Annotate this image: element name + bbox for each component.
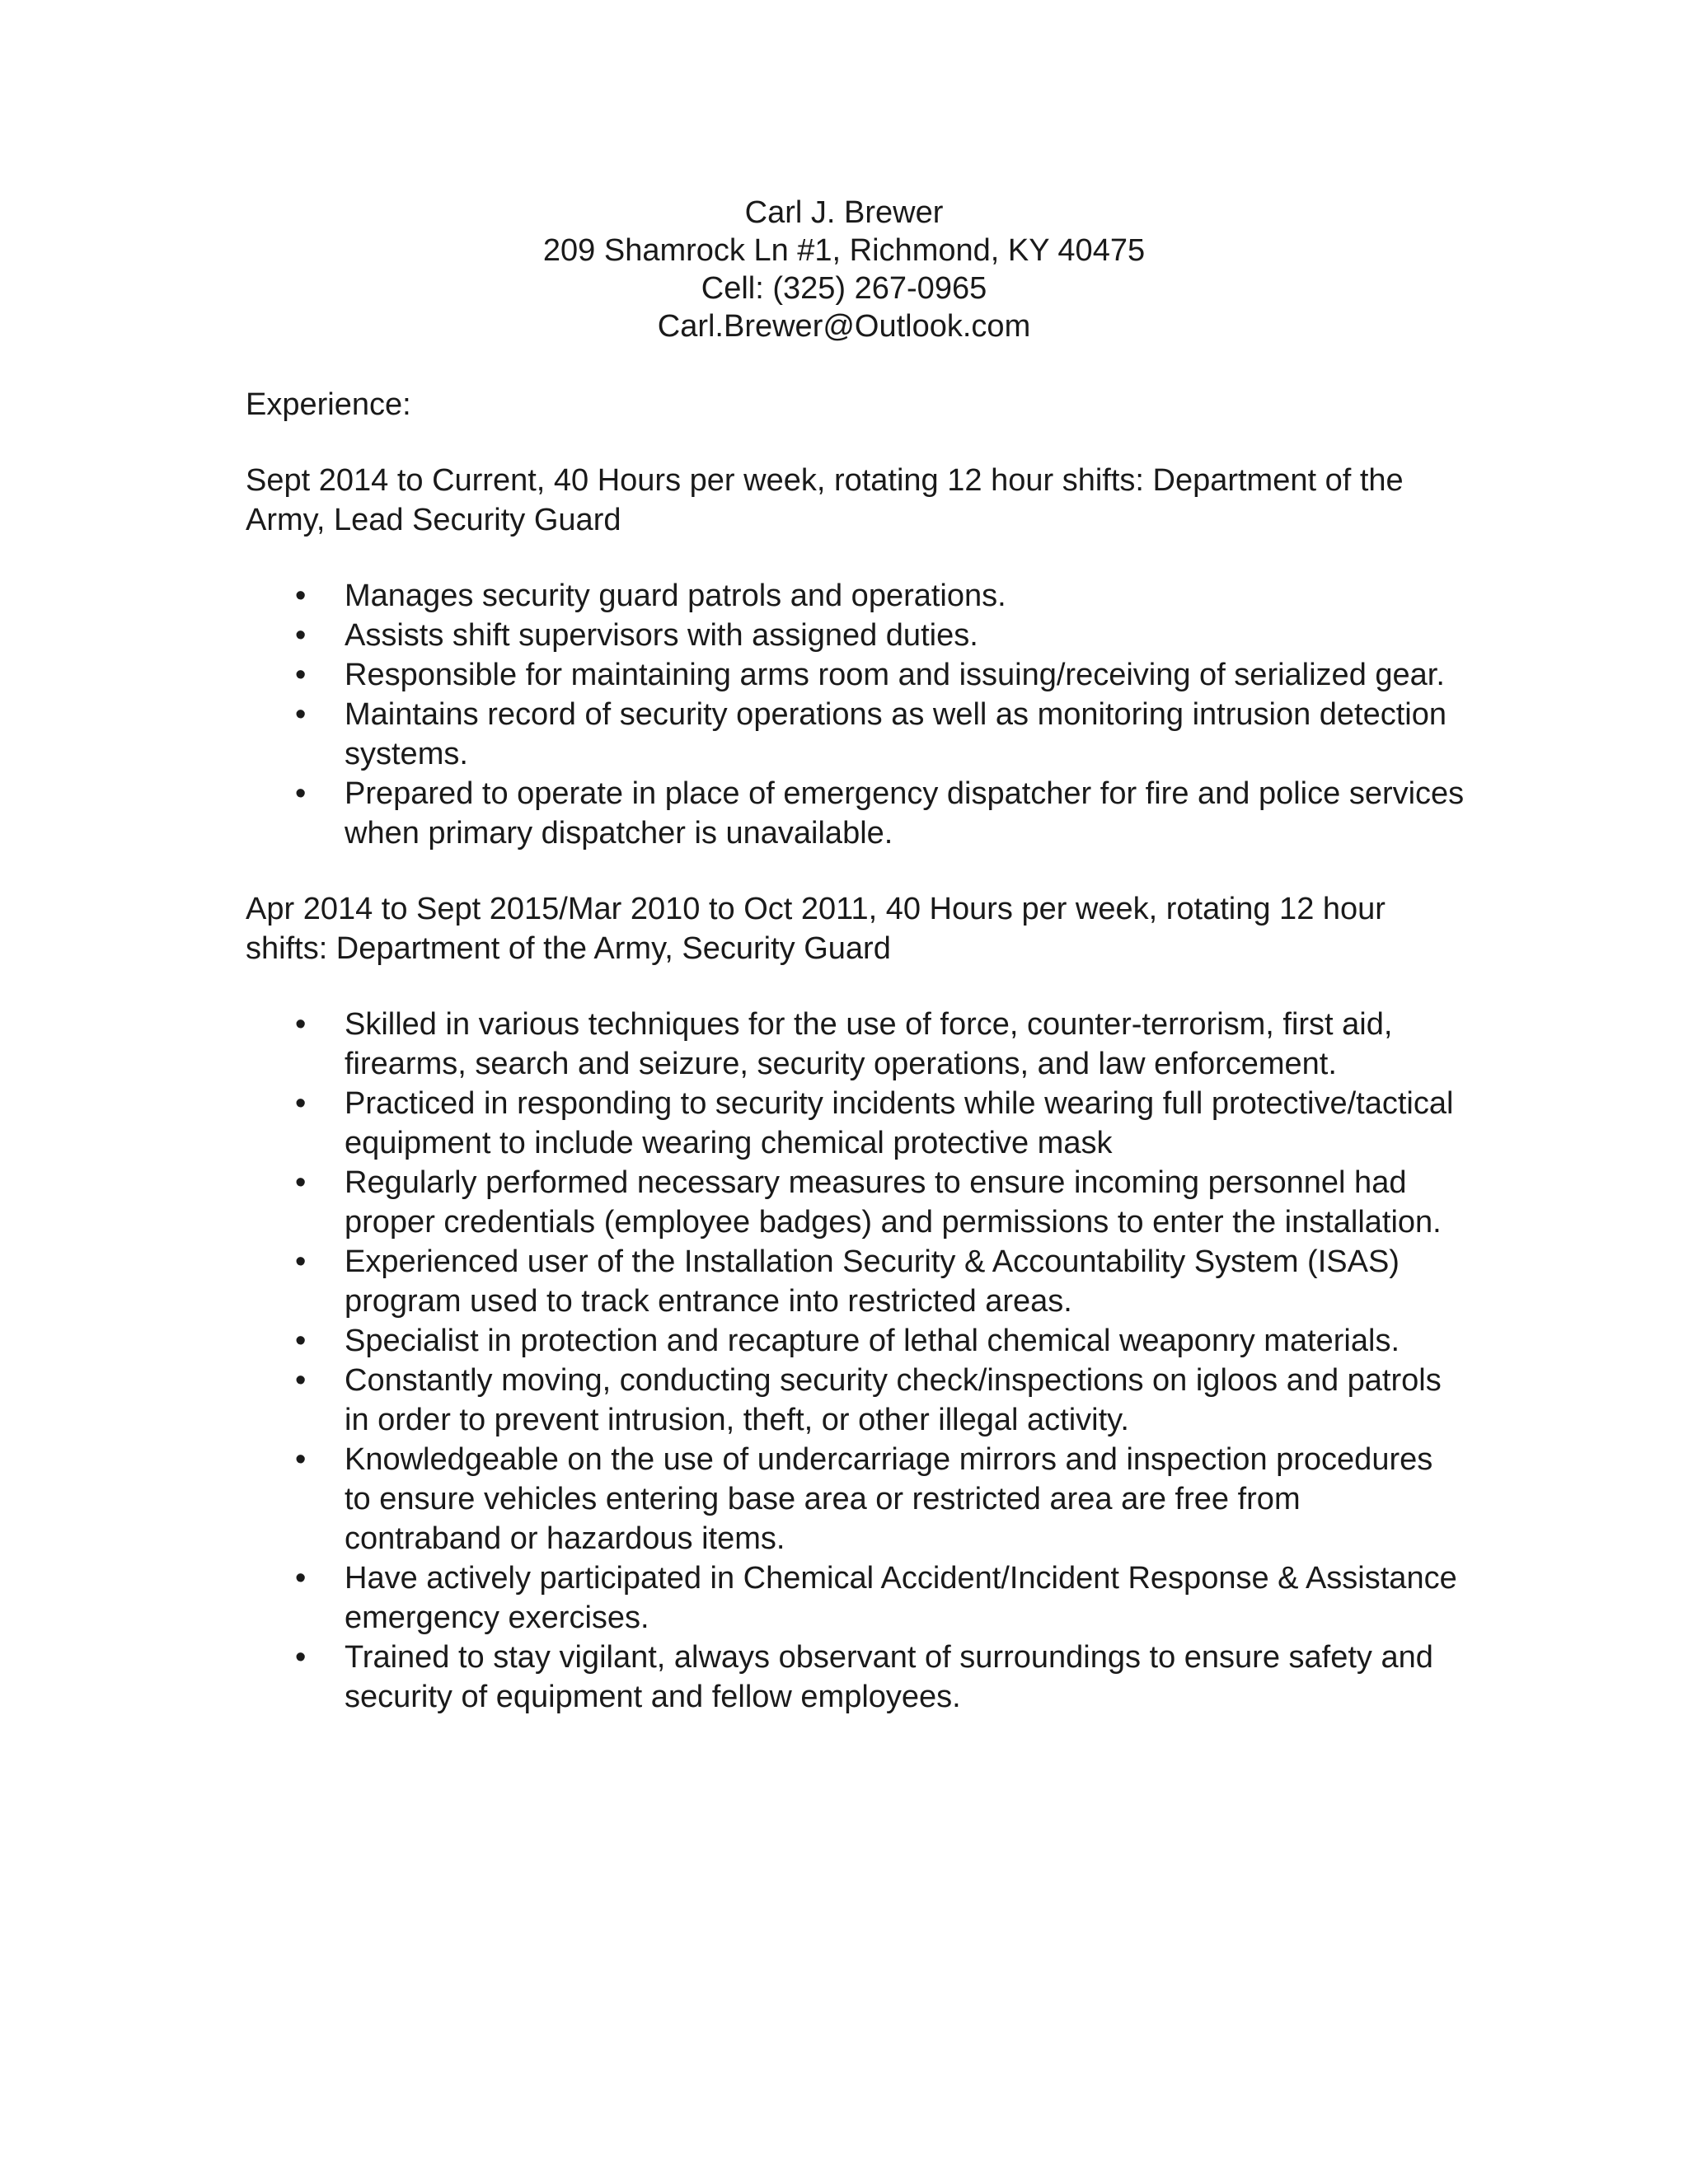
applicant-phone: Cell: (325) 267-0965 bbox=[701, 271, 987, 306]
resume-body bbox=[246, 385, 1465, 1753]
duty-item bbox=[246, 576, 1465, 616]
bullet-icon: • bbox=[295, 776, 307, 811]
bullet-icon: • bbox=[295, 1442, 307, 1477]
duty-text: Manages security guard patrols and operations. bbox=[345, 579, 1006, 613]
duty-text: Specialist in protection and recapture of lethal chemical weaponry materials. bbox=[345, 1324, 1400, 1358]
duty-item bbox=[246, 1361, 1465, 1440]
duty-text: Trained to stay vigilant, always observant of surroundings to ensure safety and security of equipment and fellow employees. bbox=[345, 1640, 1433, 1714]
bullet-icon: • bbox=[295, 1363, 307, 1398]
duty-text: Constantly moving, conducting security check/inspections on igloos and patrols in order to prevent intrusion, theft, or other illegal activity. bbox=[345, 1363, 1442, 1437]
job-title: Sept 2014 to Current, 40 Hours per week, rotating 12 hour shifts: Department of the Army, Lead Security Guard bbox=[246, 463, 1404, 537]
bullet-icon: • bbox=[295, 579, 307, 613]
job-entry bbox=[246, 461, 1465, 853]
duty-text: Prepared to operate in place of emergency dispatcher for fire and police services when primary dispatcher is unavailable. bbox=[345, 776, 1465, 851]
duty-text: Knowledgeable on the use of undercarriage mirrors and inspection procedures to ensure vehicles entering base area or restricted area are free from contraband or hazardous items. bbox=[345, 1442, 1433, 1556]
bullet-icon: • bbox=[295, 1324, 307, 1358]
duty-item bbox=[246, 1440, 1465, 1558]
duty-item bbox=[246, 1084, 1465, 1163]
duty-item bbox=[246, 1242, 1465, 1321]
duty-text: Regularly performed necessary measures to ensure incoming personnel had proper credentials (employee badges) and permissions to enter the installation. bbox=[345, 1165, 1442, 1240]
bullet-icon: • bbox=[295, 1007, 307, 1042]
applicant-name: Carl J. Brewer bbox=[744, 195, 944, 230]
duty-item bbox=[246, 1558, 1465, 1638]
duty-text: Practiced in responding to security incidents while wearing full protective/tactical equipment to include wearing chemical protective mask bbox=[345, 1086, 1454, 1160]
duty-item bbox=[246, 616, 1465, 655]
duty-item bbox=[246, 1321, 1465, 1361]
bullet-icon: • bbox=[295, 697, 307, 732]
duty-item bbox=[246, 1638, 1465, 1717]
duty-item bbox=[246, 1163, 1465, 1242]
duty-item bbox=[246, 1005, 1465, 1084]
duty-text: Assists shift supervisors with assigned duties. bbox=[345, 618, 978, 653]
duty-text: Maintains record of security operations as well as monitoring intrusion detection systems. bbox=[345, 697, 1447, 771]
applicant-email: Carl.Brewer@Outlook.com bbox=[657, 309, 1031, 344]
job-entry bbox=[246, 889, 1465, 1717]
duty-item bbox=[246, 774, 1465, 853]
duty-list bbox=[246, 576, 1465, 853]
duty-text: Experienced user of the Installation Security & Accountability System (ISAS) program used to track entrance into restricted areas. bbox=[345, 1244, 1400, 1319]
bullet-icon: • bbox=[295, 1165, 307, 1200]
applicant-address: 209 Shamrock Ln #1, Richmond, KY 40475 bbox=[542, 233, 1146, 268]
bullet-icon: • bbox=[295, 1244, 307, 1279]
duty-list bbox=[246, 1005, 1465, 1717]
bullet-icon: • bbox=[295, 618, 307, 653]
bullet-icon: • bbox=[295, 658, 307, 692]
job-title: Apr 2014 to Sept 2015/Mar 2010 to Oct 2011, 40 Hours per week, rotating 12 hour shifts: Department of the Army, Security Guard bbox=[246, 892, 1386, 966]
duty-item bbox=[246, 695, 1465, 774]
bullet-icon: • bbox=[295, 1640, 307, 1675]
duty-text: Skilled in various techniques for the use of force, counter-terrorism, first aid, firearms, search and seizure, security operations, and law enforcement. bbox=[345, 1007, 1393, 1081]
contact-header bbox=[0, 194, 1688, 345]
bullet-icon: • bbox=[295, 1086, 307, 1121]
duty-text: Responsible for maintaining arms room and issuing/receiving of serialized gear. bbox=[345, 658, 1445, 692]
bullet-icon: • bbox=[295, 1561, 307, 1596]
duty-text: Have actively participated in Chemical Accident/Incident Response & Assistance emergency exercises. bbox=[345, 1561, 1457, 1635]
experience-heading: Experience: bbox=[246, 387, 411, 422]
duty-item bbox=[246, 655, 1465, 695]
